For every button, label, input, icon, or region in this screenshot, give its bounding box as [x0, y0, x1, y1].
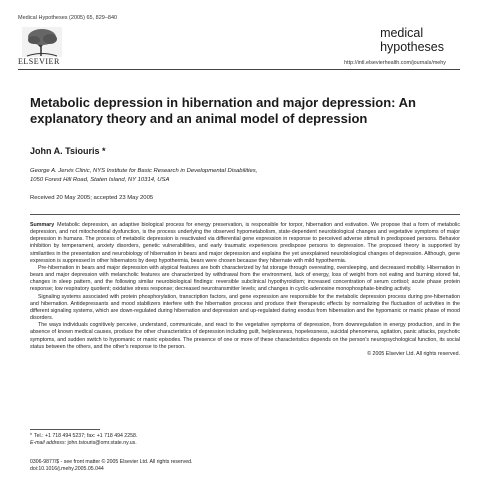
footnote-contact: Tel.: +1 718 494 5237; fax: +1 718 494 2258. [34, 433, 138, 439]
affiliation-line1: George A. Jervis Clinic, NYS Institute for Basic Research in Developmental Disabilities, [30, 168, 258, 174]
author-name: John A. Tsiouris * [30, 146, 106, 156]
abstract-paragraph: Signaling systems associated with protein phosphorylation, transcription factors, and gene expression are responsible for the metabolic depression process during pre-hibernation and hibernation. Antidepressants and mood stabilizers interfere with the hibernation process and produce their therapeutic effects by normalizing the fluctuation of activities in the different signaling systems, which are down-regulated during hibernation and depression and up-regulated during exodus from hibernation and the hypomanic or manic phase of mood disorders. [30, 293, 460, 322]
footnote-email-line [30, 440, 137, 447]
journal-name-line2: hypotheses [380, 40, 444, 54]
author-affiliation [30, 167, 450, 185]
received-dates: Received 20 May 2005; accepted 23 May 2005 [30, 195, 154, 201]
abstract-paragraph: Pre-hibernation in bears and major depression with atypical features are both characterized by fat storage through overeating, oversleeping, and decreased mobility. Hibernation in bears and major depression with melancholic features are characterized by withdrawal from the environment, lack of energy, loss of weight from not eating and burning stored fat, changes in sleep pattern, and the following similar neurobiological findings: reversible subclinical hypothyroidism; increased concentration of serum cortisol; acute phase protein response; low respiratory quotient; oxidative stress response; decreased neurotransmitter levels; and changes in cyclic-adenosine monophosphate-binding activity. [30, 264, 460, 293]
abstract-lead: Summary [30, 222, 55, 228]
article-title: Metabolic depression in hibernation and major depression: An explanatory theory and an animal model of depression [30, 95, 416, 126]
journal-url[interactable]: http://intl.elsevierhealth.com/journals/mehy [344, 60, 446, 66]
corresponding-author-footnote [30, 433, 137, 447]
abstract-paragraph [30, 222, 460, 265]
journal-name [380, 26, 444, 54]
header-divider [18, 69, 460, 70]
footnote-contact-line [30, 433, 137, 440]
doi[interactable]: doi:10.1016/j.mehy.2005.05.044 [30, 466, 104, 472]
article-meta [30, 459, 192, 473]
email-label: E-mail address: [30, 440, 67, 446]
abstract-paragraph: The ways individuals cognitively perceive, understand, communicate, and react to the vegetative symptoms of depression, from downregulation in energy production, and in the absence of known medical causes, produce the other characteristics of depression including guilt, helplessness, hopelessness, suicidal phenomena, agitation, panic attacks, psychotic symptoms, and sudden switch to hypomanic or manic episodes. The presence of one or more of these characteristics depends on the person's neuropsychological function, its social status between the others, and the other's response to the person. [30, 322, 460, 350]
footnote-divider [30, 429, 100, 430]
affiliation-line2: 1050 Forest Hill Road, Staten Island, NY 10314, USA [30, 177, 170, 183]
abstract-divider [30, 214, 460, 215]
issn-line: 0306-9877/$ - see front matter © 2005 Elsevier Ltd. All rights reserved. [30, 459, 193, 465]
abstract [30, 222, 460, 358]
journal-name-line1: medical [380, 26, 424, 40]
footnote-marker: * [30, 433, 33, 439]
author-email[interactable]: john.tsiouris@omr.state.ny.us. [67, 440, 137, 446]
publisher-name: ELSEVIER [18, 57, 60, 66]
abstract-copyright: © 2005 Elsevier Ltd. All rights reserved. [367, 350, 460, 357]
journal-citation: Medical Hypotheses (2005) 65, 829–840 [18, 15, 118, 21]
abstract-paragraph-1-text: Metabolic depression, an adaptive biological process for energy preservation, is responsible for torpor, hibernation and estivation. We propose that a form of metabolic depression, and not mitochondrial dysfunction, is the process underlying the observed hypometabolism, state-dependent neurobiological changes and vegetative symptoms of major depression in humans. The process of metabolic depression is reactivated via differential gene expression in response to perceived adverse stimuli in predisposed persons. Behavior inhibition by temperament, anxiety disorders, genetic vulnerabilities, and early traumatic experiences predispose persons to depression. The proposed theory is supported by similarities in the presentation and neurobiology of hibernation in bears and major depression and explains the yet unexplained neurobiological changes of depression. Although, gene expression is suppressed in other hibernators by deep hypothermia, bears were chosen because they hibernate with mild hypothermia. [30, 222, 460, 264]
tree-icon [22, 27, 62, 57]
